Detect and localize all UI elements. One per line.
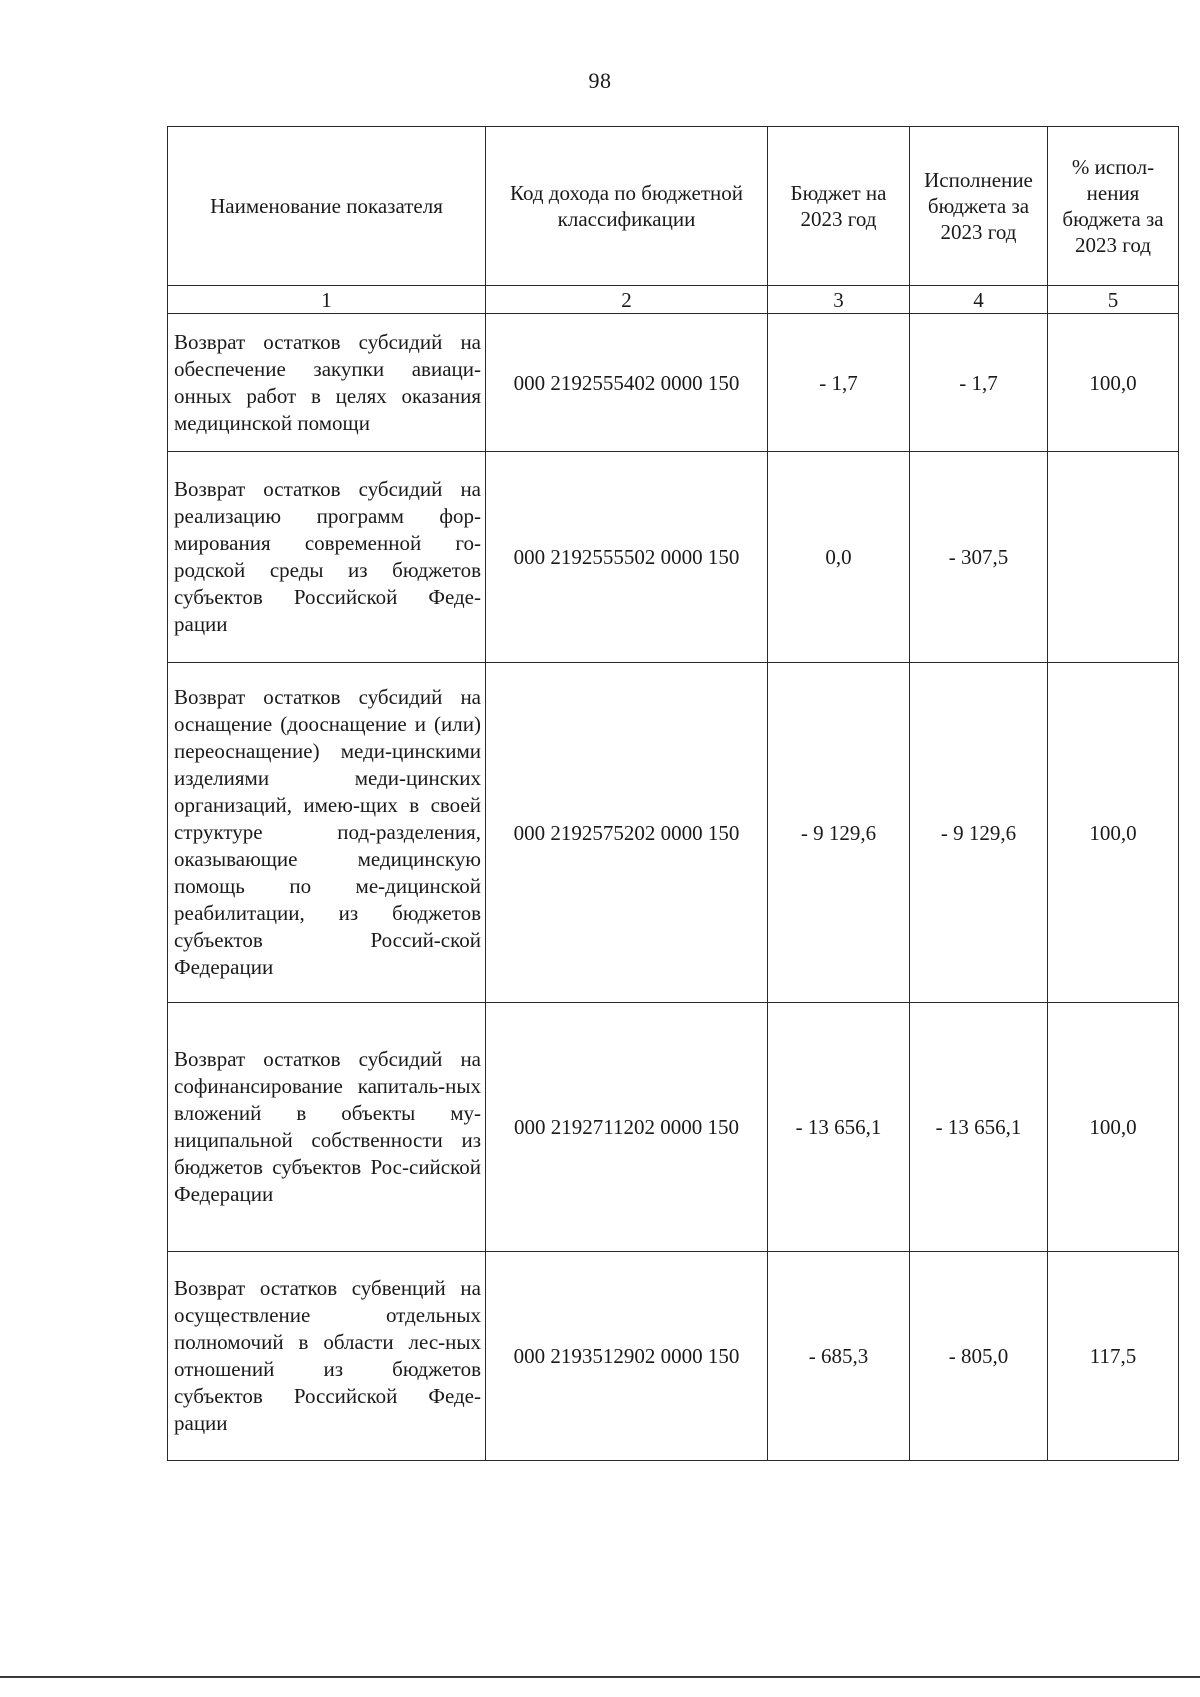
income-code: 000 2192555402 0000 150	[486, 314, 768, 452]
column-number: 1	[168, 286, 486, 314]
indicator-name: Возврат остатков субсидий на оснащение (дооснащение и (или) переоснащение) меди-цинскими изделиями меди-цинских организаций, имею-щих в своей структуре под-разделения, оказывающие медицинскую помощь по ме-дицинской реабилитации, из бюджетов субъектов Россий-ской Федерации	[168, 663, 486, 1003]
column-number: 2	[486, 286, 768, 314]
budget-table	[167, 126, 1179, 1461]
execution-value: - 805,0	[910, 1252, 1048, 1461]
percent-value: 100,0	[1048, 1003, 1179, 1252]
header-execution: Исполнение бюджета за 2023 год	[910, 127, 1048, 286]
table-row	[168, 1252, 1179, 1461]
table-row	[168, 452, 1179, 663]
budget-value: 0,0	[768, 452, 910, 663]
percent-value: 100,0	[1048, 314, 1179, 452]
income-code: 000 2192575202 0000 150	[486, 663, 768, 1003]
budget-value: - 1,7	[768, 314, 910, 452]
indicator-name: Возврат остатков субсидий на обеспечение закупки авиаци-онных работ в целях оказания медицинской помощи	[168, 314, 486, 452]
income-code: 000 2193512902 0000 150	[486, 1252, 768, 1461]
header-code: Код дохода по бюджетной классификации	[486, 127, 768, 286]
percent-value	[1048, 452, 1179, 663]
income-code: 000 2192555502 0000 150	[486, 452, 768, 663]
column-number: 3	[768, 286, 910, 314]
execution-value: - 1,7	[910, 314, 1048, 452]
indicator-name: Возврат остатков субсидий на реализацию программ фор-мирования современной го-родской среды из бюджетов субъектов Российской Феде-рации	[168, 452, 486, 663]
execution-value: - 13 656,1	[910, 1003, 1048, 1252]
table-row	[168, 314, 1179, 452]
indicator-name: Возврат остатков субсидий на софинансирование капиталь-ных вложений в объекты му-ниципальной собственности из бюджетов субъектов Рос-сийской Федерации	[168, 1003, 486, 1252]
budget-value: - 9 129,6	[768, 663, 910, 1003]
execution-value: - 307,5	[910, 452, 1048, 663]
column-number-row	[168, 286, 1179, 314]
page-bottom-rule	[0, 1676, 1200, 1678]
column-number: 4	[910, 286, 1048, 314]
header-budget: Бюджет на 2023 год	[768, 127, 910, 286]
budget-value: - 685,3	[768, 1252, 910, 1461]
page-number: 98	[588, 68, 612, 93]
header-row	[168, 127, 1179, 286]
execution-value: - 9 129,6	[910, 663, 1048, 1003]
column-number: 5	[1048, 286, 1179, 314]
table-row	[168, 663, 1179, 1003]
indicator-name: Возврат остатков субвенций на осуществление отдельных полномочий в области лес-ных отношений из бюджетов субъектов Российской Феде-рации	[168, 1252, 486, 1461]
header-name: Наименование показателя	[168, 127, 486, 286]
budget-value: - 13 656,1	[768, 1003, 910, 1252]
table-row	[168, 1003, 1179, 1252]
percent-value: 117,5	[1048, 1252, 1179, 1461]
percent-value: 100,0	[1048, 663, 1179, 1003]
header-percent: % испол-нения бюджета за 2023 год	[1048, 127, 1179, 286]
income-code: 000 2192711202 0000 150	[486, 1003, 768, 1252]
